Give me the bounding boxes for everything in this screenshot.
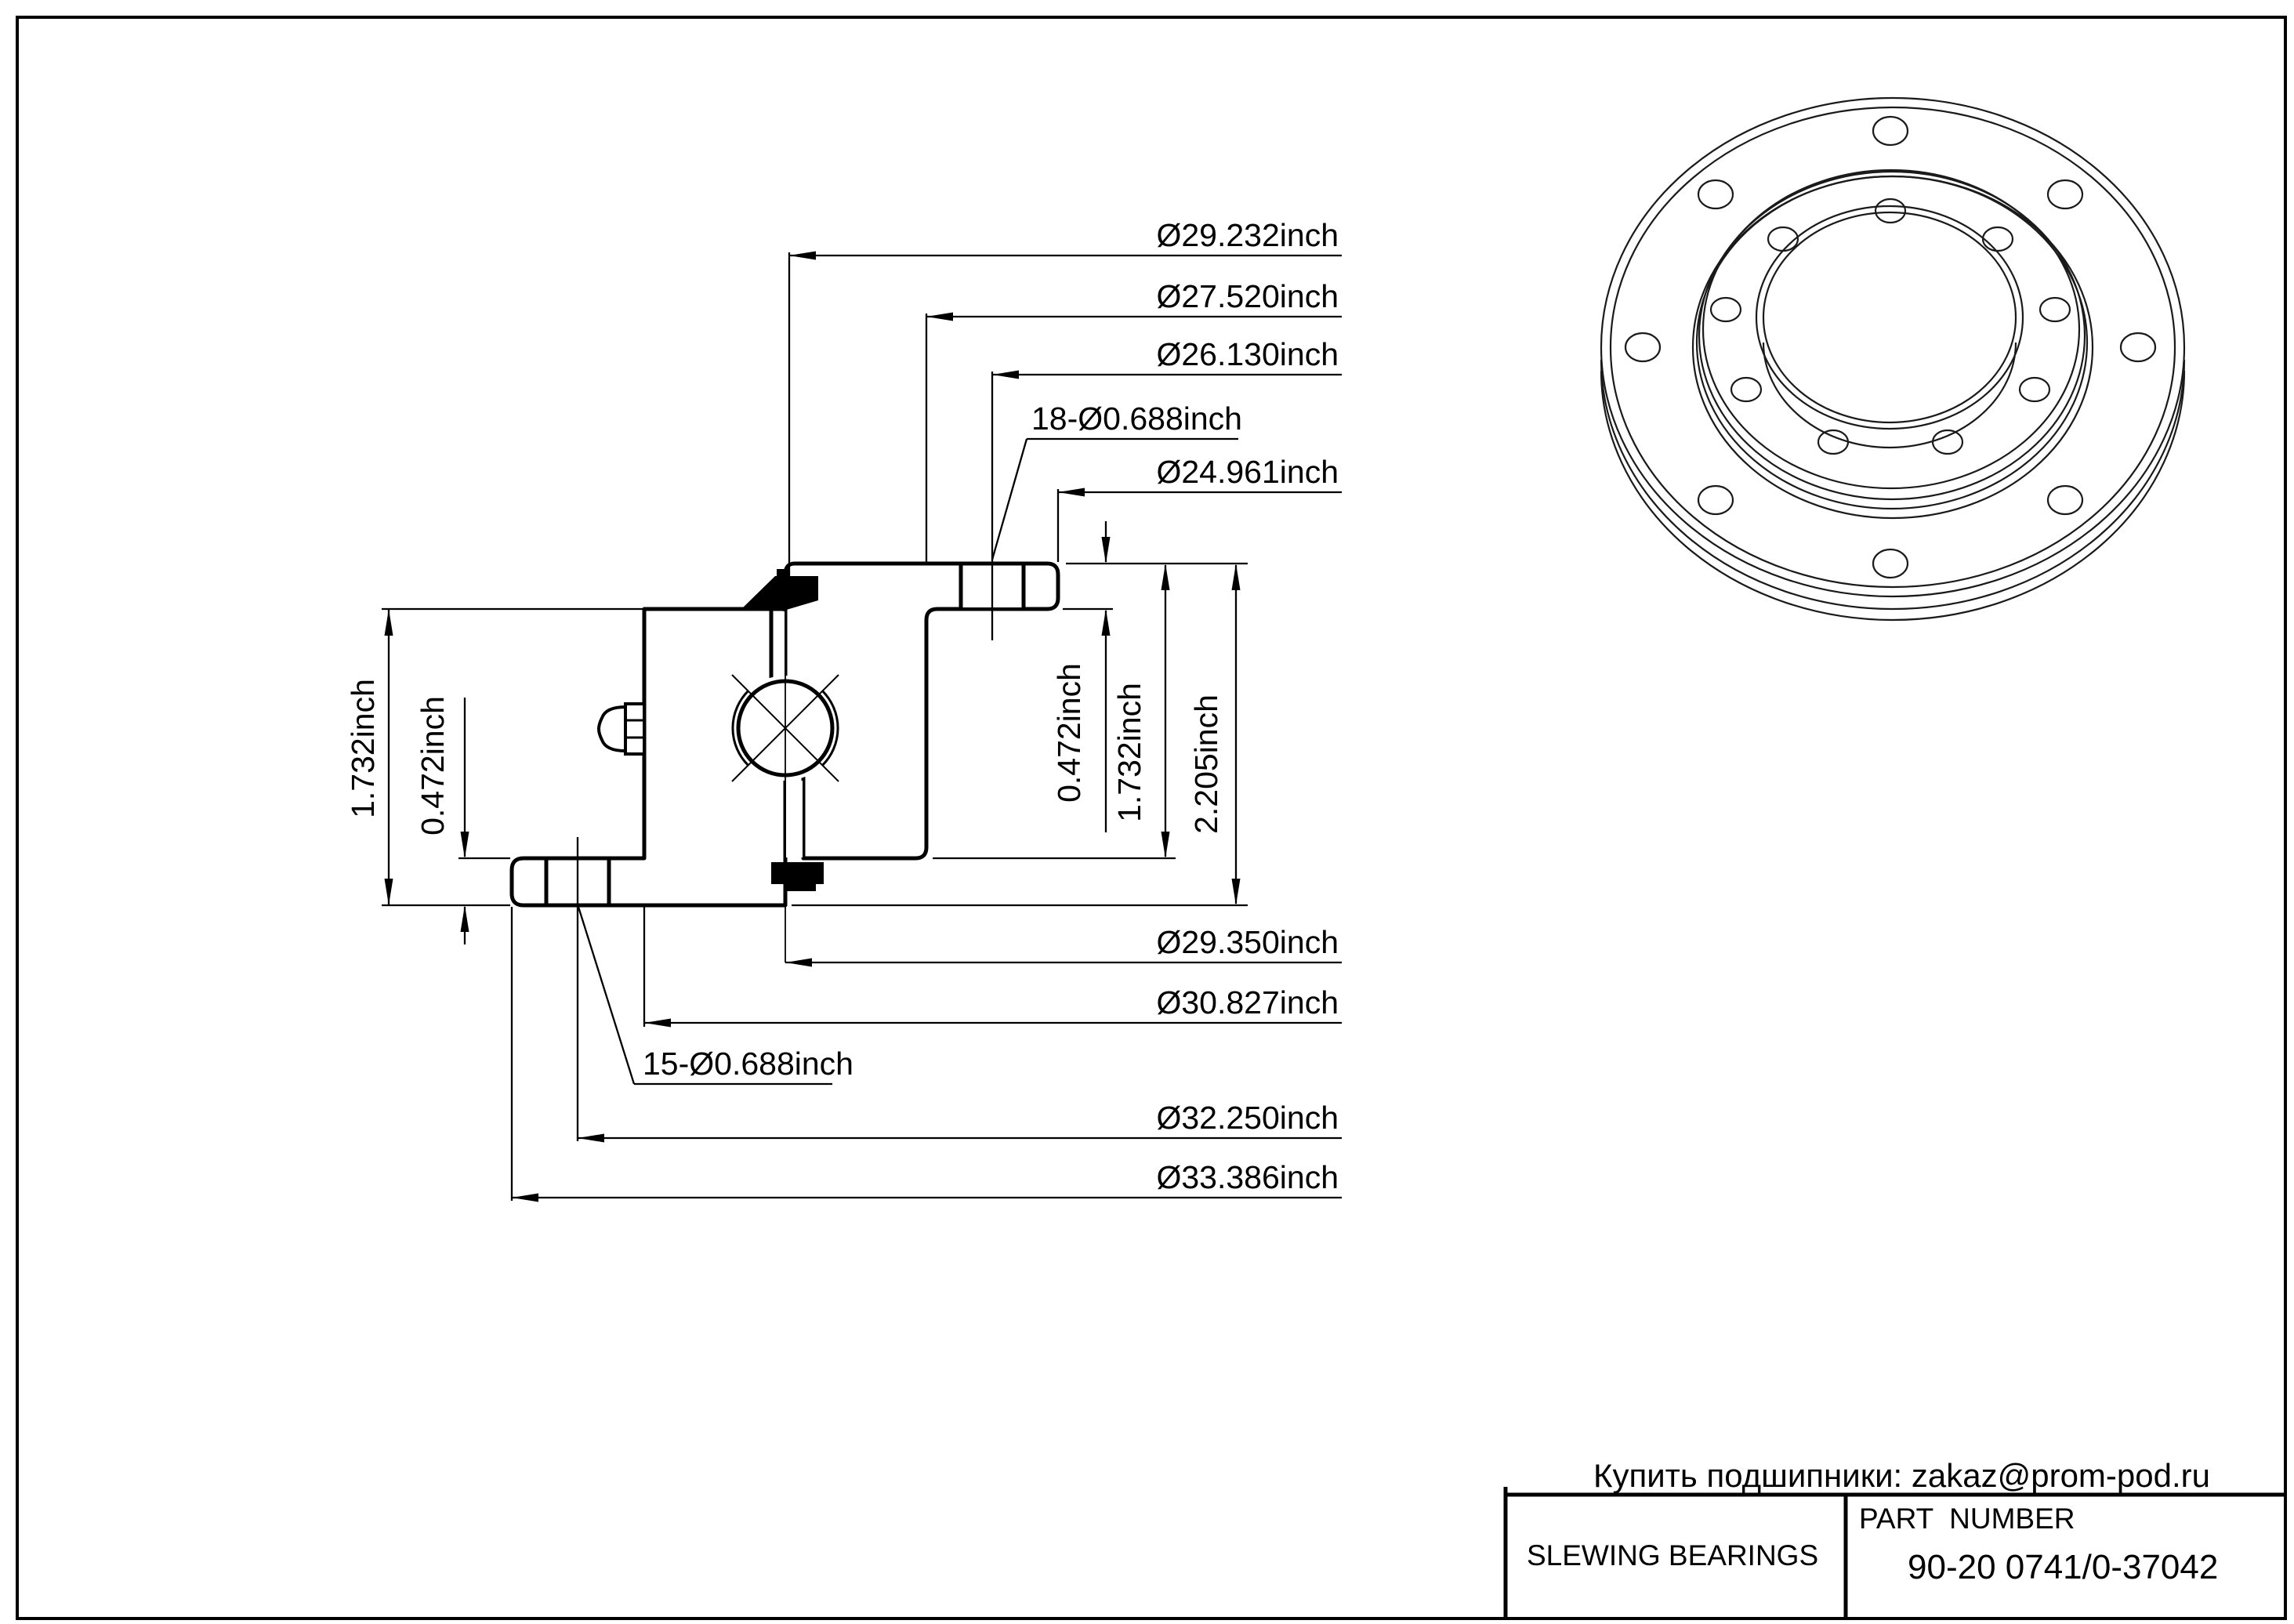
dim-label-od-29350: Ø29.350inch: [1156, 924, 1339, 960]
part-number-value: 90-20 0741/0-37042: [1908, 1548, 2219, 1586]
dim-label-left-ring-height: 1.732inch: [345, 679, 381, 818]
dim-bottom-diameters: [512, 907, 1342, 1202]
iso-bore-bottom-arc: [1763, 343, 2016, 448]
dim-label-od-33386: Ø33.386inch: [1156, 1159, 1339, 1195]
raceway-gap-lower: [786, 781, 803, 857]
part-number-label: PART NUMBER: [1859, 1503, 2075, 1535]
dim-label-right-ring-height: 1.732inch: [1111, 683, 1147, 822]
isometric-view: [1601, 98, 2184, 620]
dim-label-total-height: 2.205inch: [1188, 694, 1224, 834]
dim-left-heights: [345, 609, 469, 944]
dim-label-right-flange-thickness: 0.472inch: [1051, 663, 1087, 803]
dim-label-bore-24961: Ø24.961inch: [1156, 454, 1339, 490]
dim-top-diameters: [789, 217, 1342, 560]
title-block-category: SLEWING BEARINGS: [1527, 1539, 1819, 1571]
iso-outer-depth-arc1: [1601, 360, 2184, 609]
raceway-gap-upper: [771, 611, 785, 679]
dim-label-bc-32250: Ø32.250inch: [1156, 1100, 1339, 1136]
dimension-annotations: [345, 217, 1342, 1202]
iso-outer-edge-inner-line: [1611, 107, 2175, 587]
top-seal-lip: [777, 569, 789, 578]
bottom-seal: [771, 862, 824, 891]
dim-label-bottom-holes: 15-Ø0.688inch: [643, 1046, 853, 1082]
dim-label-bc-26130: Ø26.130inch: [1156, 336, 1339, 372]
iso-bore-chamfer: [1763, 212, 2016, 422]
dim-label-od-27520: Ø27.520inch: [1156, 278, 1339, 314]
title-block: [1506, 1487, 2285, 1619]
iso-outer-depth-arc2: [1601, 371, 2184, 620]
iso-seam-line1: [1697, 176, 2087, 509]
dim-label-top-holes: 18-Ø0.688inch: [1031, 401, 1242, 437]
dim-label-od-30827: Ø30.827inch: [1156, 984, 1339, 1020]
dim-label-left-flange-thickness: 0.472inch: [415, 696, 451, 836]
contact-note: Купить подшипники: zakaz@prom-pod.ru: [1593, 1457, 2210, 1494]
top-seal: [740, 576, 818, 611]
grease-nipple: [599, 704, 644, 754]
dim-right-heights: [1051, 521, 1241, 905]
dim-label-od-29232: Ø29.232inch: [1156, 217, 1339, 253]
iso-outer-edge: [1601, 98, 2184, 596]
